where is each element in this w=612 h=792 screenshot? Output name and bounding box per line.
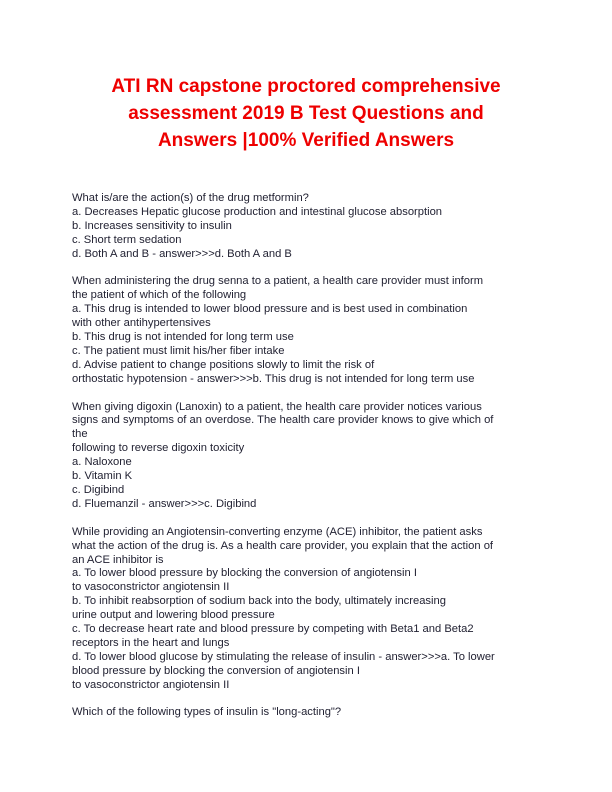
question-block (72, 192, 542, 262)
answer-option: d. Both A and B - answer>>>d. Both A and B (72, 247, 292, 260)
answer-option: b. To inhibit reabsorption of sodium back into the body, ultimately increasing (72, 595, 446, 608)
answer-option: blood pressure by blocking the conversion of angiotensin I (72, 664, 360, 677)
answer-option: to vasoconstrictor angiotensin II (72, 581, 230, 594)
question-text: an ACE inhibitor is (72, 553, 164, 566)
document-body (72, 192, 542, 734)
answer-option: c. Short term sedation (72, 233, 182, 246)
title-line: ATI RN capstone proctored comprehensive (111, 76, 501, 97)
answer-option: receptors in the heart and lungs (72, 636, 230, 649)
answer-option: with other antihypertensives (72, 317, 211, 330)
question-text: signs and symptoms of an overdose. The health care provider knows to give which of (72, 414, 494, 427)
question-text: the patient of which of the following (72, 289, 247, 302)
answer-option: a. To lower blood pressure by blocking the conversion of angiotensin I (72, 567, 417, 580)
question-text: While providing an Angiotensin-converting enzyme (ACE) inhibitor, the patient asks (72, 525, 483, 538)
question-text: When administering the drug senna to a patient, a health care provider must inform (72, 275, 484, 288)
answer-option: c. To decrease heart rate and blood pressure by competing with Beta1 and Beta2 (72, 623, 474, 636)
answer-option: a. This drug is intended to lower blood pressure and is best used in combination (72, 303, 468, 316)
answer-option: to vasoconstrictor angiotensin II (72, 678, 230, 691)
answer-option: a. Decreases Hepatic glucose production and intestinal glucose absorption (72, 205, 443, 218)
answer-option: b. Vitamin K (72, 470, 133, 483)
document-title (60, 73, 552, 154)
answer-option: a. Naloxone (72, 456, 132, 469)
answer-option: urine output and lowering blood pressure (72, 609, 275, 622)
answer-option: c. Digibind (72, 484, 125, 496)
question-text: what the action of the drug is. As a health care provider, you explain that the action of (72, 539, 494, 552)
answer-option: b. This drug is not intended for long term use (72, 331, 294, 344)
title-line: Answers |100% Verified Answers (157, 130, 455, 151)
question-text: the (72, 428, 88, 441)
title-line: assessment 2019 B Test Questions and (128, 103, 484, 124)
answer-option: d. Fluemanzil - answer>>>c. Digibind (72, 497, 257, 510)
answer-option: d. To lower blood glucose by stimulating the release of insulin - answer>>>a. To lower (72, 650, 495, 663)
question-text: When giving digoxin (Lanoxin) to a patient, the health care provider notices various (72, 400, 482, 413)
question-block (72, 526, 542, 693)
answer-option: c. The patient must limit his/her fiber intake (72, 344, 285, 357)
answer-option: d. Advise patient to change positions slowly to limit the risk of (72, 358, 375, 371)
question-text: following to reverse digoxin toxicity (72, 442, 245, 455)
question-block (72, 706, 542, 720)
answer-option: orthostatic hypotension - answer>>>b. This drug is not intended for long term use (72, 372, 475, 385)
answer-option: b. Increases sensitivity to insulin (72, 219, 232, 232)
question-text: What is/are the action(s) of the drug metformin? (72, 192, 309, 204)
question-block (72, 275, 542, 386)
question-block (72, 401, 542, 512)
question-text: Which of the following types of insulin is "long-acting"? (72, 706, 342, 719)
